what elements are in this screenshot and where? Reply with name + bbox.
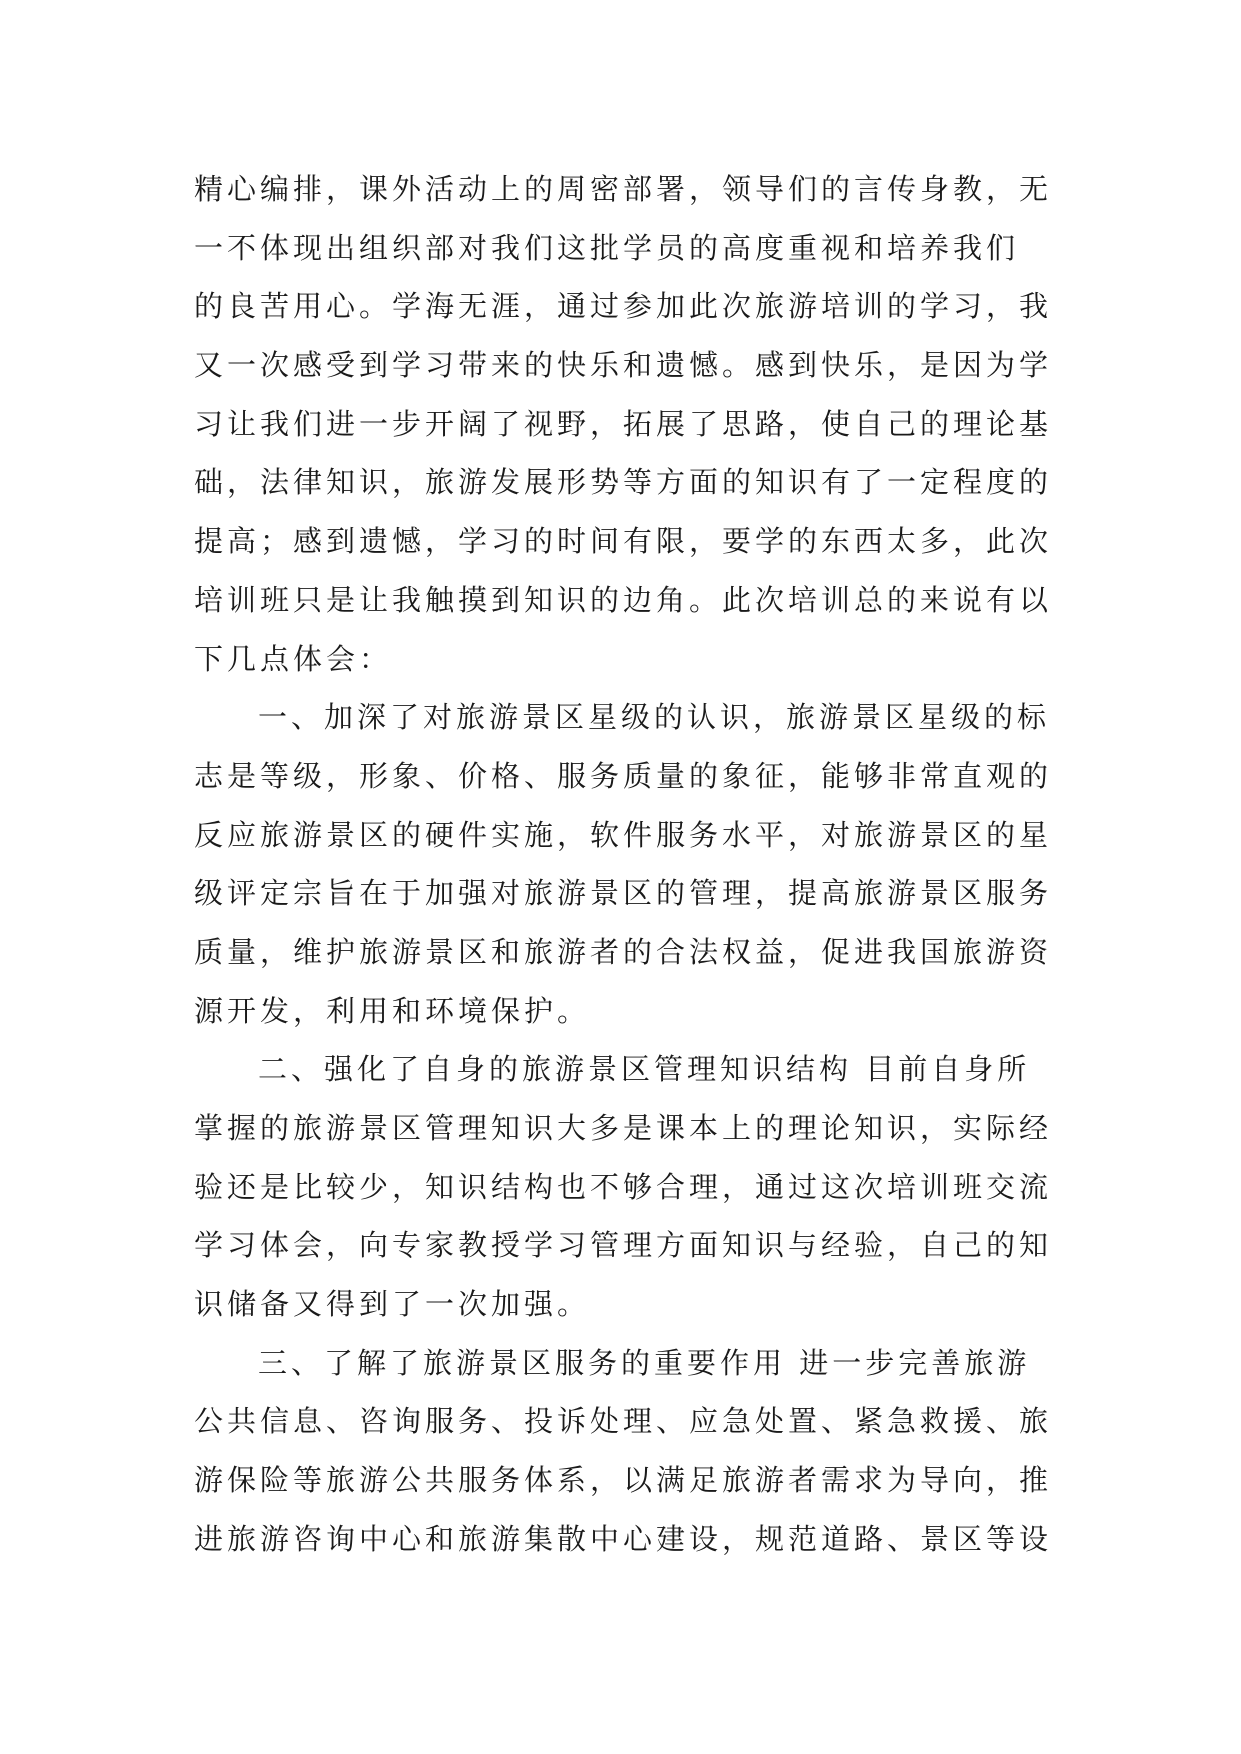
text-line: 础，法律知识，旅游发展形势等方面的知识有了一定程度的: [194, 465, 1053, 500]
text-line: 提高；感到遗憾，学习的时间有限，要学的东西太多，此次: [194, 524, 1053, 559]
text-line: 精心编排，课外活动上的周密部署，领导们的言传身教，无: [194, 172, 1053, 206]
text-line: 验还是比较少，知识结构也不够合理，通过这次培训班交流: [194, 1169, 1053, 1204]
text-line: 掌握的旅游景区管理知识大多是课本上的理论知识，实际经: [194, 1111, 1053, 1145]
text-line: 培训班只是让我触摸到知识的边角。此次培训总的来说有以: [194, 582, 1053, 617]
text-line: 识储备又得到了一次加强。: [194, 1287, 591, 1322]
text-line: 级评定宗旨在于加强对旅游景区的管理，提高旅游景区服务: [194, 876, 1053, 911]
text-line: 进旅游咨询中心和旅游集散中心建设，规范道路、景区等设: [194, 1521, 1053, 1556]
text-line: 习让我们进一步开阔了视野，拓展了思路，使自己的理论基: [194, 406, 1053, 441]
text-line: 又一次感受到学习带来的快乐和遗憾。感到快乐，是因为学: [194, 348, 1053, 383]
document-body: [194, 160, 1054, 1569]
section-one-heading-line: 一、加深了对旅游景区星级的认识，旅游景区星级的标: [258, 700, 1051, 735]
text-line: 学习体会，向专家教授学习管理方面知识与经验，自己的知: [194, 1228, 1053, 1263]
text-line: 源开发，利用和环境保护。: [194, 993, 591, 1028]
text-line: 反应旅游景区的硬件实施，软件服务水平，对旅游景区的星: [194, 817, 1053, 852]
text-line: 一不体现出组织部对我们这批学员的高度重视和培养我们: [194, 230, 1020, 265]
text-line: 游保险等旅游公共服务体系，以满足旅游者需求为导向，推: [194, 1463, 1053, 1498]
text-line: 的良苦用心。学海无涯，通过参加此次旅游培训的学习，我: [194, 289, 1053, 324]
text-line: 下几点体会：: [194, 641, 393, 676]
section-three-heading-line: 三、了解了旅游景区服务的重要作用 进一步完善旅游: [258, 1345, 1031, 1380]
text-line: 质量，维护旅游景区和旅游者的合法权益，促进我国旅游资: [194, 934, 1053, 969]
text-line: 志是等级，形象、价格、服务质量的象征，能够非常直观的: [194, 758, 1053, 793]
section-two-heading-line: 二、强化了自身的旅游景区管理知识结构 目前自身所: [258, 1052, 1031, 1087]
text-line: 公共信息、咨询服务、投诉处理、应急处置、紧急救援、旅: [194, 1404, 1053, 1439]
